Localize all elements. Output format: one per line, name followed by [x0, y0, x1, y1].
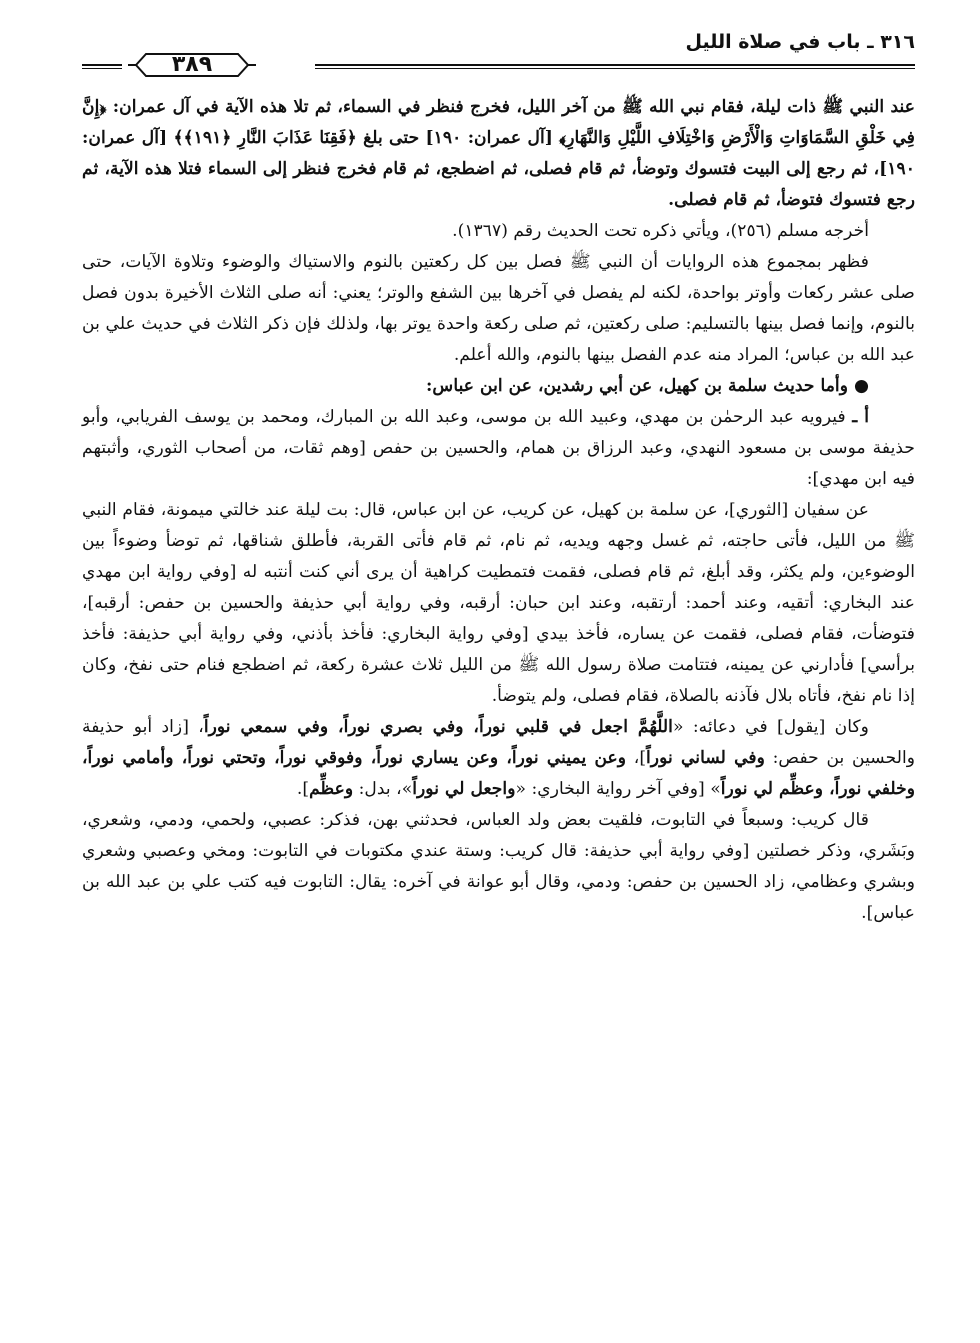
- dua-text-2: وفي لساني نوراً: [646, 748, 765, 768]
- dua-note-4: »، بدل:: [353, 779, 413, 799]
- section-heading-text: وأما حديث سلمة بن كهيل، عن أبي رشدين، عن ابن عباس:: [426, 376, 849, 396]
- narrators-text: فيرويه عبد الرحمٰن بن مهدي، وعبيد الله بن موسى، وعبد الله بن المبارك، ومحمد بن يوسف الفريابي، وأبو حذيفة موسى بن مسعود النهدي، وعبد الرزاق بن همام، والحسين بن حفص [وهم ثقات، من أصحاب الثوري، وأثبتهم فيه ابن مهدي]:: [82, 407, 915, 489]
- dua-text-1: اللَّهُمَّ اجعل في قلبي نوراً، وفي بصري نوراً، وفي سمعي نوراً: [203, 717, 673, 737]
- dua-note-1: ، [زاد أبو حذيفة والحسين بن حفص:: [82, 717, 916, 768]
- dua-text-5: وعظِّم: [309, 779, 354, 799]
- list-marker: أ ـ: [852, 407, 870, 427]
- running-title: ٣١٦ ـ باب في صلاة الليل: [685, 31, 915, 53]
- dua-intro: وكان [يقول] في دعائه: «: [672, 717, 869, 737]
- kurayb-paragraph: قال كريب: وسبعاً في التابوت، فلقيت بعض ولد العباس، فحدثني بهن، فذكر: عصبي، ولحمي، ودمي، وشعري، وبَشَري، وذكر خصلتين [وفي رواية أبي حذيفة: قال كريب: وستة عندي مكتوبات في التابوت: ومخي وعصبي وشعري وبشري وعظامي، زاد الحسين بن حفص: ودمي، وقال أبو عوانة في آخره: يقال: التابوت فيه كتب علي بن عبد الله بن عباس].: [82, 810, 915, 923]
- isnad-paragraph: عن سفيان [الثوري]، عن سلمة بن كهيل، عن كريب، عن ابن عباس، قال: بت ليلة عند خالتي ميمونة، فقام النبي ﷺ من الليل، فأتى حاجته، ثم غسل وجهه ويديه، ثم نام، ثم قام فأتى القربة، فأطلق شناقها، ثم توضأ وضوءاً بين الوضوءين، ولم يكثر، وقد أبلغ، ثم قام فصلى، فقمت فتمطيت كراهية أن يرى أني كنت أنتبه له [وفي رواية ابن مهدي عند البخاري: أتقيه، وعند أحمد: أرتقبه، وعند ابن حبان: أرقبه، وفي رواية أبي حذيفة والحسين بن حفص: أرقبه]، فتوضأت، فقام فصلى، فقمت عن يساره، فأخذ بيدي [وفي رواية البخاري: فأخذ بأذني، وفي رواية أبي حذيفة: فأخذ برأسي] فأدارني عن يمينه، فتتامت صلاة رسول الله ﷺ من الليل ثلاث عشرة ركعة، ثم اضطجع فنام حتى نفخ، وكان إذا نام نفخ، فأتاه بلال فآذنه بالصلاة، فقام فصلى، ولم يتوضأ.: [82, 500, 915, 706]
- dua-text-4: واجعل لي نوراً: [412, 779, 516, 799]
- takhrij-paragraph: أخرجه مسلم (٢٥٦)، ويأتي ذكره تحت الحديث رقم (١٣٦٧).: [452, 221, 869, 241]
- book-page: [82, 30, 915, 929]
- dua-paragraph: [82, 712, 915, 805]
- page-header: [82, 30, 915, 92]
- page-number: ٣٨٩: [171, 52, 213, 77]
- header-rule-left: [82, 64, 122, 69]
- header-rule-right: [315, 64, 915, 69]
- page-body: [82, 92, 915, 929]
- dua-note-2: ]،: [626, 748, 647, 768]
- bullet-icon: ●: [854, 376, 869, 396]
- section-heading: [82, 371, 915, 402]
- page-number-badge: [126, 52, 258, 78]
- dua-note-5: ].: [296, 779, 310, 799]
- hadith-continuation-paragraph: عند النبي ﷺ ذات ليلة، فقام نبي الله ﷺ من آخر الليل، فخرج فنظر في السماء، ثم تلا هذه الآية في آل عمران: ﴿إِنَّ فِي خَلْقِ السَّمَاوَاتِ وَالْأَرْضِ وَاخْتِلَافِ اللَّيْلِ وَالنَّهَارِ﴾ [آل عمران: ١٩٠] حتى بلغ ﴿فَقِنَا عَذَابَ النَّارِ ﴿١٩١﴾﴾ [آل عمران: ١٩٠]، ثم رجع إلى البيت فتسوك وتوضأ، ثم قام فصلى، ثم اضطجع، ثم قام فخرج فنظر إلى السماء فتلا هذه الآية، ثم رجع فتسوك فتوضأ، ثم قام فصلى.: [82, 97, 915, 210]
- narrators-paragraph: [82, 402, 915, 495]
- dua-note-3: » [وفي آخر رواية البخاري: «: [515, 779, 721, 799]
- commentary-paragraph: فظهر بمجموع هذه الروايات أن النبي ﷺ فصل بين كل ركعتين بالنوم والاستياك والوضوء وتلاوة الآيات، حتى صلى عشر ركعات وأوتر بواحدة، لكنه لم يفصل في آخرها بين الشفع والوتر؛ يعني: أنه صلى الثلاث الأخيرة بدون فصل بالنوم، وإنما فصل بينها بالتسليم: صلى ركعتين، ثم صلى ركعة واحدة يوتر بها، ولذلك فإن ذكر الثلاث في حديث علي بن عبد الله بن عباس؛ المراد منه عدم الفصل بينها بالنوم، والله أعلم.: [82, 252, 915, 365]
- dua-text-3: وعن يميني نوراً، وعن يساري نوراً، وفوقي نوراً، وتحتي نوراً، وأمامي نوراً، وخلفي نوراً، وعظِّم لي نوراً: [82, 748, 915, 799]
